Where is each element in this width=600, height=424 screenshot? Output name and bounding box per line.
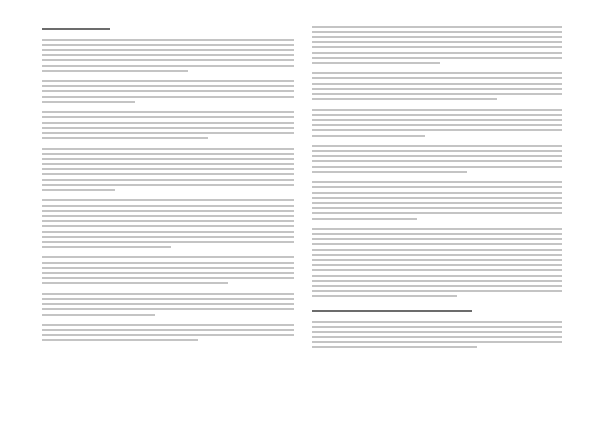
text-line (42, 338, 294, 343)
text-line (42, 281, 294, 286)
text-line-placeholder (42, 282, 228, 284)
text-line-placeholder (42, 199, 294, 201)
text-line (42, 136, 294, 141)
paragraph (42, 255, 294, 286)
text-line-placeholder (42, 39, 294, 41)
text-line (42, 68, 294, 73)
text-line-placeholder (42, 116, 294, 118)
text-line (312, 133, 562, 138)
text-line-placeholder (312, 285, 562, 287)
heading-text-placeholder (312, 310, 472, 313)
text-line-placeholder (42, 205, 294, 207)
text-line-placeholder (312, 72, 562, 74)
text-line-placeholder (312, 52, 562, 54)
text-line-placeholder (42, 85, 294, 87)
text-line-placeholder (312, 62, 440, 64)
text-line-placeholder (312, 264, 562, 266)
text-line-placeholder (312, 41, 562, 43)
text-line-placeholder (312, 46, 562, 48)
paragraph (42, 79, 294, 105)
text-line-placeholder (42, 241, 294, 243)
text-line-placeholder (312, 88, 562, 90)
text-line-placeholder (42, 293, 294, 295)
text-line-placeholder (312, 83, 562, 85)
paragraph (312, 71, 562, 102)
text-line-placeholder (42, 163, 294, 165)
text-line-placeholder (312, 280, 562, 282)
text-line-placeholder (42, 236, 294, 238)
text-line-placeholder (42, 246, 171, 248)
text-line-placeholder (312, 186, 562, 188)
text-line (312, 216, 562, 221)
text-line-placeholder (312, 202, 562, 204)
paragraph (42, 110, 294, 141)
text-line-placeholder (312, 155, 562, 157)
text-line-placeholder (42, 59, 294, 61)
text-line-placeholder (312, 171, 467, 173)
text-line-placeholder (42, 158, 294, 160)
text-line-placeholder (42, 308, 294, 310)
text-line-placeholder (42, 122, 294, 124)
text-line-placeholder (312, 326, 562, 328)
text-line-placeholder (312, 254, 562, 256)
text-line-placeholder (42, 339, 198, 341)
text-line (42, 312, 294, 317)
text-line-placeholder (312, 346, 477, 348)
text-line-placeholder (42, 256, 294, 258)
text-line-placeholder (312, 26, 562, 28)
text-line-placeholder (42, 168, 294, 170)
text-line-placeholder (42, 54, 294, 56)
text-line-placeholder (312, 36, 562, 38)
text-line-placeholder (42, 334, 294, 336)
text-line-placeholder (42, 153, 294, 155)
text-line-placeholder (42, 220, 294, 222)
text-line (312, 97, 562, 102)
text-line-placeholder (312, 197, 562, 199)
text-line-placeholder (312, 243, 562, 245)
text-line-placeholder (42, 173, 294, 175)
right-column (312, 24, 562, 355)
text-line-placeholder (42, 148, 294, 150)
text-line-placeholder (312, 160, 562, 162)
text-line-placeholder (312, 290, 562, 292)
paragraph (42, 37, 294, 73)
text-line-placeholder (42, 329, 294, 331)
text-line-placeholder (312, 135, 425, 137)
heading-text-placeholder (42, 28, 110, 31)
text-line-placeholder (312, 98, 497, 100)
text-line-placeholder (42, 215, 294, 217)
text-line-placeholder (312, 145, 562, 147)
text-line-placeholder (312, 77, 562, 79)
text-line-placeholder (312, 207, 562, 209)
paragraph (312, 107, 562, 138)
text-line-placeholder (312, 109, 562, 111)
paragraph (42, 198, 294, 250)
text-line-placeholder (312, 295, 457, 297)
text-line-placeholder (312, 150, 562, 152)
text-line-placeholder (42, 262, 294, 264)
text-line-placeholder (42, 49, 294, 51)
text-line-placeholder (42, 111, 294, 113)
text-line-placeholder (42, 210, 294, 212)
paragraph (312, 319, 562, 350)
text-line-placeholder (312, 259, 562, 261)
paragraph (42, 146, 294, 193)
text-line-placeholder (312, 192, 562, 194)
text-line-placeholder (42, 96, 294, 98)
text-line (312, 345, 562, 350)
text-line-placeholder (42, 132, 294, 134)
text-line-placeholder (42, 90, 294, 92)
text-line (42, 245, 294, 250)
text-line-placeholder (312, 31, 562, 33)
text-line-placeholder (42, 277, 294, 279)
text-line-placeholder (312, 129, 562, 131)
paragraph (312, 226, 562, 299)
text-line-placeholder (42, 184, 294, 186)
text-line-placeholder (42, 179, 294, 181)
text-line-placeholder (312, 275, 562, 277)
text-line-placeholder (312, 166, 562, 168)
text-line-placeholder (42, 225, 294, 227)
section-heading (312, 306, 562, 316)
text-line-placeholder (42, 65, 294, 67)
text-line-placeholder (42, 272, 294, 274)
text-line-placeholder (312, 114, 562, 116)
text-line-placeholder (312, 233, 562, 235)
section-heading (42, 24, 294, 34)
text-line-placeholder (312, 124, 562, 126)
text-line (42, 99, 294, 104)
paragraph (42, 322, 294, 343)
text-line-placeholder (42, 303, 294, 305)
text-line (42, 187, 294, 192)
text-line-placeholder (312, 218, 417, 220)
text-line-placeholder (42, 314, 155, 316)
text-line-placeholder (42, 231, 294, 233)
text-line-placeholder (42, 44, 294, 46)
paragraph (312, 24, 562, 66)
text-line-placeholder (312, 331, 562, 333)
text-line-placeholder (42, 70, 188, 72)
text-line-placeholder (312, 336, 562, 338)
text-line-placeholder (312, 341, 562, 343)
text-line (312, 169, 562, 174)
text-line-placeholder (312, 119, 562, 121)
paragraph (312, 180, 562, 222)
paragraph (312, 143, 562, 174)
text-line (312, 60, 562, 65)
text-line-placeholder (42, 189, 115, 191)
text-line (312, 294, 562, 299)
text-line-placeholder (312, 181, 562, 183)
text-line-placeholder (312, 321, 562, 323)
text-line-placeholder (42, 298, 294, 300)
text-line-placeholder (42, 80, 294, 82)
text-line-placeholder (42, 137, 208, 139)
text-line-placeholder (312, 93, 562, 95)
text-line-placeholder (312, 212, 562, 214)
text-line-placeholder (312, 238, 562, 240)
text-line-placeholder (312, 57, 562, 59)
text-line-placeholder (312, 249, 562, 251)
text-line-placeholder (42, 324, 294, 326)
text-line-placeholder (312, 228, 562, 230)
text-line-placeholder (42, 267, 294, 269)
text-line-placeholder (42, 101, 135, 103)
left-column (42, 24, 294, 348)
text-line-placeholder (42, 127, 294, 129)
text-line-placeholder (312, 269, 562, 271)
paragraph (42, 291, 294, 317)
